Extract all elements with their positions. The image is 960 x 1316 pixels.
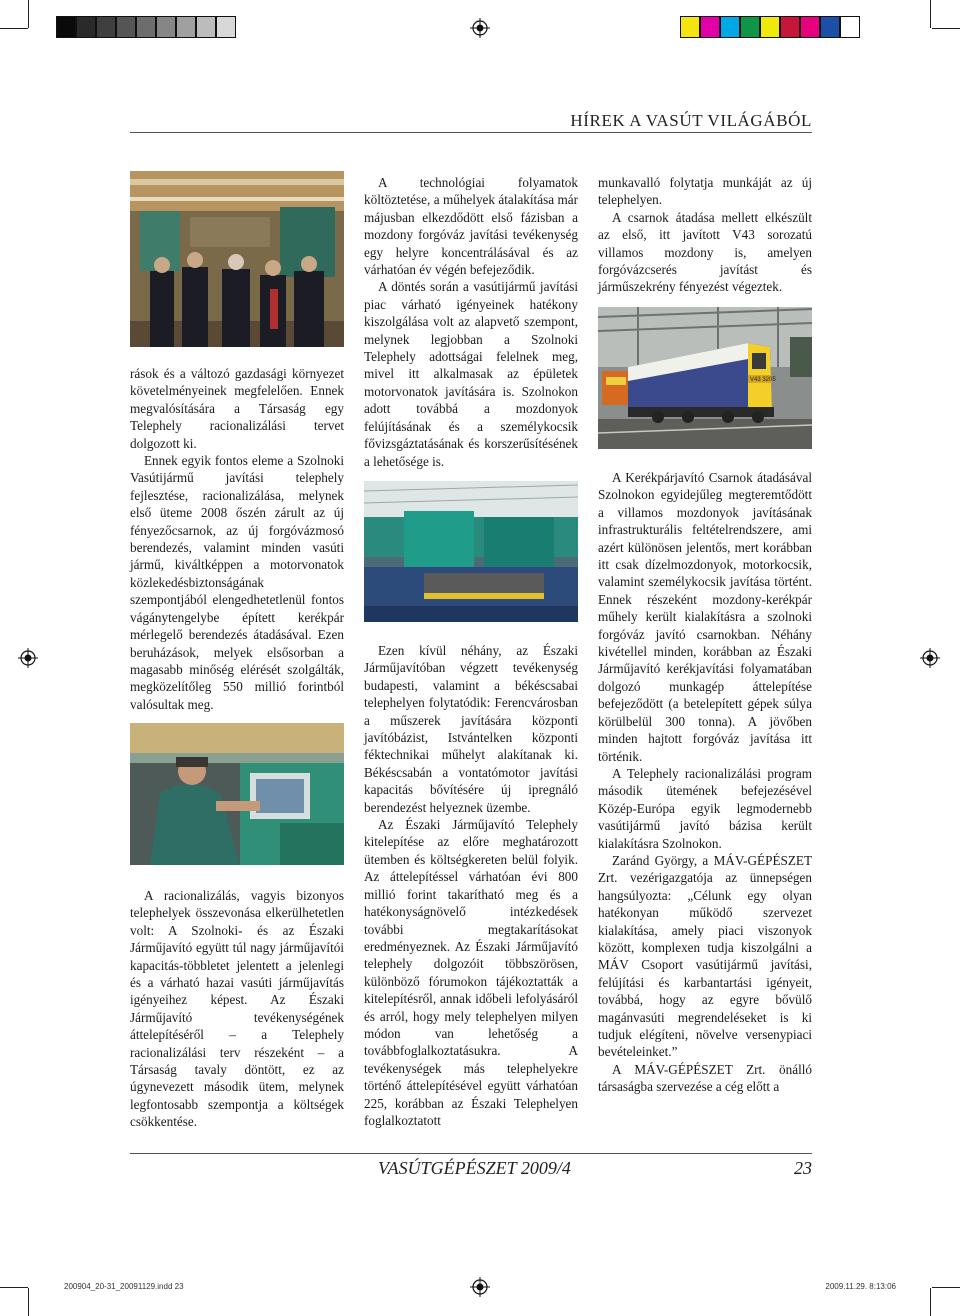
crop-mark-bottom-right-h <box>932 1287 960 1288</box>
column-1-bottom-text <box>130 887 344 1131</box>
paragraph: Ezen kívül néhány, az Északi Járműjavítóban végzett tevékenység budapesti, valamint a békéscsabai telephelyen folytatódik: Ferencvárosban a műszerek javítására központi javítóbázist, Istvántelken központi féktechnikai műhelyt alakítanak ki. Békéscsabán a vontatómotor javítási kapacitás bővítésére új ipregnáló berendezést helyeznek üzembe. <box>364 643 578 815</box>
section-title: HÍREK A VASÚT VILÁGÁBÓL <box>570 111 812 130</box>
registration-mark-left-icon <box>18 648 38 668</box>
photo-officials-workshop <box>130 171 344 347</box>
paragraph: A Kerékpárjavító Csarnok átadásával Szolnokon egyidejűleg megteremtődött a villamos mozdonyok javításának infrastrukturális feltételrendszere, ami azért különösen jelentős, mert korábban itt csak dízelmozdonyok, motorkocsik, valamint személykocsik javítása történt. Ennek részeként mozdony-kerékpár műhely került kialakításra a szolnoki forgóváz javító csarnokban. Néhány kivétellel minden, korábban az Északi Járműjavító kerékjavítási folyamatában dolgozó munkagép áttelepítése befejeződött (a betelepített gépek súlya körülbelül 300 tonna). A jövőben minden hajtott forgóváz javítása itt történik. <box>598 470 812 764</box>
photo-machine-hall <box>364 481 578 622</box>
column-3-bottom-text <box>598 469 812 1096</box>
paragraph: A technológiai folyamatok költöztetése, a műhelyek átalakítása már májusban elkezdődött első fázisban a mozdony forgóváz javítási tevékenység egy helyre koncentrálásával és az várhatóan év végén befejeződik. <box>364 175 578 278</box>
paragraph: Ennek egyik fontos eleme a Szolnoki Vasútijármű javítási telephely fejlesztése, racionalizálása, melynek első üteme 2008 őszén zárult az új fényezőcsarnok, az új forgóvázmosó berendezés, valamint minden vasúti jármű, kiváltképpen a motorvonatok közlekedésbiztonságának szempontjából elengedhetetlenül fontos vágánytengelybe épített kerékpár mérlegelő berendezés átadásával. Ezen beruházások, melyek elsősorban a magasabb minőség elérését szolgálták, megközelítőleg 550 millió forintból valósultak meg. <box>130 453 344 712</box>
crop-mark-top-right-h <box>932 28 960 29</box>
gray-swatch <box>116 16 136 38</box>
locomotive-v43-photo-icon <box>598 307 812 449</box>
column-1-top-text <box>130 365 344 713</box>
color-swatch <box>700 16 720 38</box>
page-number: 23 <box>794 1158 812 1178</box>
gray-swatch <box>96 16 116 38</box>
color-swatch <box>720 16 740 38</box>
gray-swatch <box>56 16 76 38</box>
crop-mark-top-left-v <box>28 0 29 28</box>
paragraph: Az Északi Járműjavító Telephely kitelepítése az előre meghatározott ütemben és költségkereten belül folyik. Az áttelepítéssel várhatóan évi 800 millió forint takarítható meg és a hatékonyságnövelő intézkedések további megtakarításokat eredményeznek. Az Északi Járműjavító telephely dolgozóit többszörösen, különböző fórumokon tájékoztatták a kitelepítésről, annak időbeli lefolyásáról és arról, hogy mely telephelyen milyen módon van lehetőség a továbbfoglalkoztatásukra. A tevékenységek más telephelyekre történő áttelepítésével együtt várhatóan 225, korábban az Északi Telephelyen foglalkoztatott <box>364 817 578 1128</box>
registration-mark-bottom-icon <box>470 1277 490 1297</box>
paragraph: A döntés során a vasútijármű javítási piac várható igényeinek hatékony kiszolgálása volt az alapvető szempont, melynek legjobban a Szolnoki Telephely adottságai felelnek meg, mivel itt alkalmasak az épületek motorvonatok javítására is. Szolnokon adott továbbá a mozdonyok felújításának és a személykocsik fővizsgáztatásának és korszerűsítésének a lehetősége is. <box>364 279 578 469</box>
color-swatch <box>760 16 780 38</box>
crop-mark-bottom-right-v <box>930 1288 931 1316</box>
footer-rule <box>130 1153 812 1154</box>
crop-mark-bottom-left-h <box>0 1287 28 1288</box>
process-color-bar <box>680 16 860 38</box>
paragraph: rások és a változó gazdasági környezet követelményeinek megfelelően. Ennek megvalósítására a Társaság egy Telephely racionalizálási tervet dolgozott ki. <box>130 366 344 451</box>
color-swatch <box>680 16 700 38</box>
locomotive-number-label: V43 3205 <box>750 377 776 383</box>
color-swatch <box>780 16 800 38</box>
gray-swatch <box>196 16 216 38</box>
group-of-officials-photo-icon <box>130 171 344 347</box>
registration-mark-top-icon <box>470 18 490 38</box>
registration-mark-right-icon <box>920 648 940 668</box>
column-3-top-text <box>598 174 812 296</box>
gray-swatch <box>156 16 176 38</box>
slug-file-name: 200904_20-31_20091129.indd 23 <box>64 1282 184 1291</box>
machine-hall-photo-icon <box>364 481 578 622</box>
grayscale-color-bar <box>56 16 236 38</box>
header-rule <box>130 132 812 133</box>
slug-timestamp: 2009.11.29. 8:13:06 <box>825 1282 896 1291</box>
photo-locomotive-v43 <box>598 307 812 449</box>
gray-swatch <box>216 16 236 38</box>
photo-worker-control-panel <box>130 723 344 865</box>
paragraph: Zaránd György, a MÁV-GÉPÉSZET Zrt. vezérigazgatója az ünnepségen hangsúlyozta: „Célunk egy olyan hatékonyan működő szervezet kialakítása, amely piaci viszonyok között, komplexen tudja kiszolgálni a MÁV Csoport vasútijármű javítási, felújítási és karbantartási igényeit, továbbá, hogy az egyre bővülő magánvasúti megrendeléseket is ki tudjuk elégíteni, növelve versenypiaci bevételeinket.” <box>598 852 812 1060</box>
color-swatch <box>820 16 840 38</box>
color-swatch <box>800 16 820 38</box>
crop-mark-bottom-left-v <box>28 1288 29 1316</box>
paragraph: A MÁV-GÉPÉSZET Zrt. önálló társaságba szervezése a cég előtt a <box>598 1061 812 1095</box>
paragraph: A racionalizálás, vagyis bizonyos telephelyek összevonása elkerülhetetlen volt: A Szolnoki- és az Északi Járműjavító együtt túl nagy járműjavítói kapacitás-többletet jelentett a jelenlegi és a várható hazai vasúti járműjavítás igényeihez képest. Az Északi Járműjavító tevékenységének áttelepítéséről – a Telephely racionalizálási terv részeként – a Társaság tavaly döntött, ez az úgynevezett második ütem, melynek legfontosabb szempontja a költségek csökkentése. <box>130 888 344 1130</box>
color-swatch <box>740 16 760 38</box>
paragraph: munkavalló folytatja munkáját az új telephelyen. <box>598 175 812 208</box>
crop-mark-top-right-v <box>930 0 931 28</box>
column-2-bottom-text <box>364 642 578 1129</box>
worker-at-control-panel-photo-icon <box>130 723 344 865</box>
magazine-title: VASÚTGÉPÉSZET 2009/4 <box>378 1158 571 1178</box>
paragraph: A csarnok átadása mellett elkészült az első, itt javított V43 sorozatú villamos mozdony is, amelyen forgóvázcserés javítást és járműszekrény fényezést végeztek. <box>598 209 812 295</box>
gray-swatch <box>176 16 196 38</box>
paragraph: A Telephely racionalizálási program második ütemének befejezésével Közép-Európa egyik legmodernebb vasútijármű javító bázisa került kialakításra Szolnokon. <box>598 765 812 851</box>
gray-swatch <box>76 16 96 38</box>
crop-mark-top-left-h <box>0 28 28 29</box>
column-2-top-text <box>364 174 578 470</box>
color-swatch <box>840 16 860 38</box>
gray-swatch <box>136 16 156 38</box>
